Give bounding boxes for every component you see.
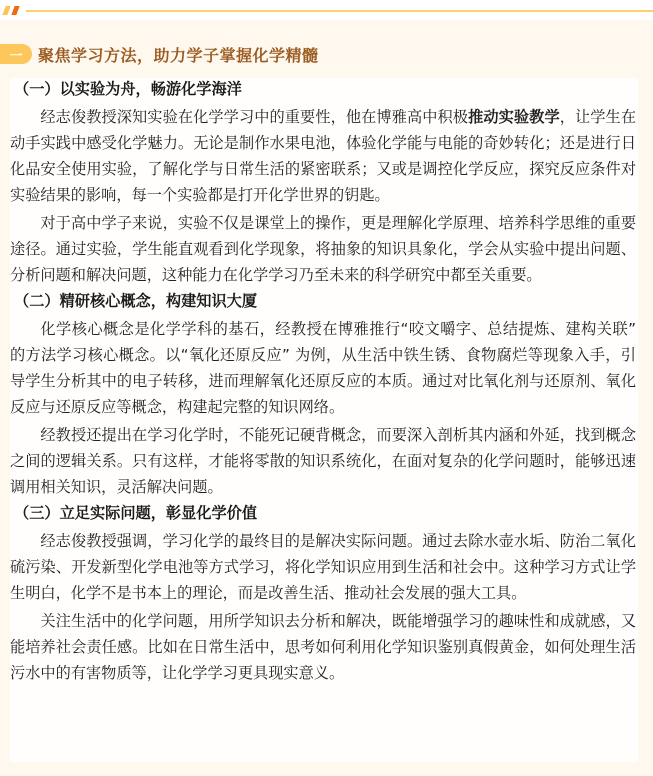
- quote-bar-yellow: [2, 6, 10, 15]
- subsection-heading-1: （一）以实验为舟，畅游化学海洋: [14, 80, 242, 98]
- paragraph: 关注生活中的化学问题，用所学知识去分析和解决，既能增强学习的趣味性和成就感，又能培养社会责任感。比如在日常生活中，思考如何利用化学知识鉴别真假黄金，如何处理生活污水中的有害物质等，让化学学习更具现实意义。: [10, 612, 636, 682]
- article-content-panel: [10, 78, 638, 762]
- double-slash-quote-icon: [2, 6, 22, 15]
- article-body: [10, 78, 638, 686]
- paragraph: 经教授还提出在学习化学时，不能死记硬背概念，而要深入剖析其内涵和外延，找到概念之间的逻辑关系。只有这样，才能将零散的知识系统化，在面对复杂的化学问题时，能够迅速调用相关知识，灵活解决问题。: [10, 426, 636, 496]
- paragraph: 经志俊教授强调，学习化学的最终目的是解决实际问题。通过去除水壶水垢、防治二氧化硫污染、开发新型化学电池等方式学习，将化学知识应用到生活和社会中。这种学习方式让学生明白，化学不是书本上的理论，而是改善生活、推动社会发展的强大工具。: [10, 532, 636, 602]
- section-header: [0, 43, 319, 65]
- section-title: 聚焦学习方法，助力学子掌握化学精髓: [38, 45, 319, 65]
- paragraph-text: 经志俊教授深知实验在化学学习中的重要性，他在博雅高中积极: [40, 108, 469, 126]
- bold-emphasis-text: 推动实验教学: [468, 108, 560, 126]
- subsection-heading-3: （三）立足实际问题，彰显化学价值: [14, 504, 257, 522]
- top-decoration-bar: [0, 0, 653, 20]
- subsection-heading-2: （二）精研核心概念，构建知识大厦: [14, 292, 257, 310]
- paragraph: 化学核心概念是化学学科的基石，经教授在博雅推行“咬文嚼字、总结提炼、建构关联” 的方法学习核心概念。以“氧化还原反应” 为例，从生活中铁生锈、食物腐烂等现象入手，引导学生分析其中的电子转移，进而理解氧化还原反应的本质。通过对比氧化剂与还原剂、氧化反应与还原反应等概念，构建起完整的知识网络。: [10, 320, 636, 416]
- section-number-badge: 一: [0, 44, 32, 64]
- quote-bar-orange: [11, 6, 19, 15]
- paragraph-text: ，让学生在动手实践中感受化学魅力。无论是制作水果电池，体验化学能与电能的奇妙转化；还是进行日化品安全使用实验，了解化学与日常生活的紧密联系；又或是调控化学反应，探究反应条件对实验结果的影响，每一个实验都是打开化学世界的钥匙。: [10, 108, 637, 204]
- divider-line: [26, 10, 653, 12]
- paragraph: [10, 104, 636, 208]
- paragraph: 对于高中学子来说，实验不仅是课堂上的操作，更是理解化学原理、培养科学思维的重要途径。通过实验，学生能直观看到化学现象，将抽象的知识具象化，学会从实验中提出问题、分析问题和解决问题，这种能力在化学学习乃至未来的科学研究中都至关重要。: [10, 214, 636, 284]
